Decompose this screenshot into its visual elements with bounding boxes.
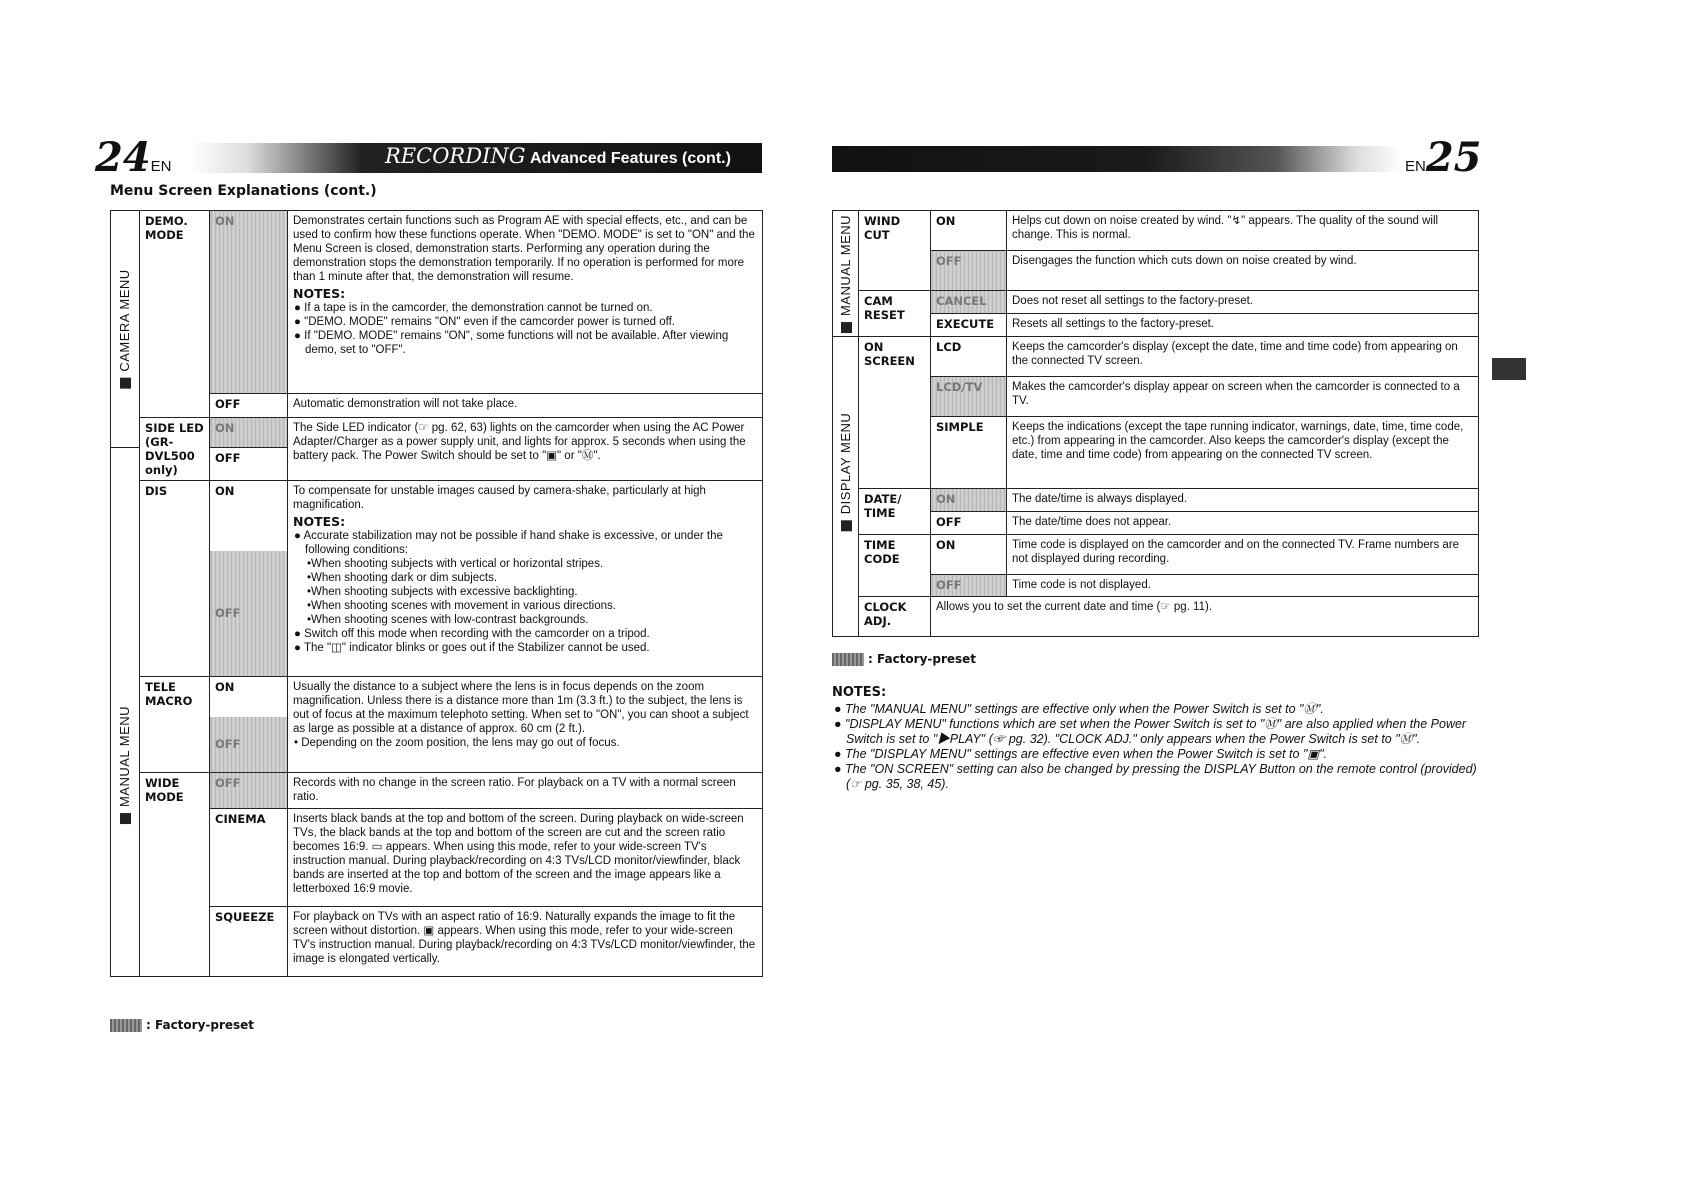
timecode-on-description: Time code is displayed on the camcorder and on the connected TV. Frame numbers are not displayed during recording.	[1007, 535, 1479, 575]
setting-on: ON	[210, 418, 288, 448]
setting-on: ON	[210, 481, 288, 551]
note-text: Switch off this mode when recording with the camcorder on a tripod.	[304, 628, 650, 640]
condition-item: •When shooting scenes with movement in various directions.	[307, 600, 616, 612]
factory-preset-swatch	[832, 653, 864, 666]
demo-off-description: Automatic demonstration will not take place.	[288, 394, 763, 418]
group-camera-menu	[111, 211, 140, 448]
description-text: To compensate for unstable images caused by camera-shake, particularly at high magnification.	[293, 485, 706, 511]
setting-on: ON	[931, 211, 1007, 251]
setting-execute: EXECUTE	[931, 314, 1007, 337]
condition-item: •When shooting subjects with excessive backlighting.	[307, 586, 578, 598]
cam-execute-description: Resets all settings to the factory-preset.	[1007, 314, 1479, 337]
header-title: RECORDING	[385, 144, 526, 168]
date-on-description: The date/time is always displayed.	[1007, 489, 1479, 512]
item-dis: DIS	[140, 481, 210, 677]
note-item: ● Switch off this mode when recording with the camcorder on a tripod.	[294, 628, 650, 640]
wind-off-description: Disengages the function which cuts down on noise created by wind.	[1007, 251, 1479, 291]
note-item: ● The "ON SCREEN" setting can also be changed by pressing the DISPLAY Button on the remote control (provided) (☞ pg. 35, 38, 45).	[834, 762, 1477, 791]
clock-description: Allows you to set the current date and time (☞ pg. 11).	[931, 597, 1479, 637]
setting-off: OFF	[210, 773, 288, 809]
group-manual-menu	[111, 448, 140, 977]
wide-off-description: Records with no change in the screen ratio. For playback on a TV with a normal screen ratio.	[288, 773, 763, 809]
setting-squeeze: SQUEEZE	[210, 907, 288, 977]
setting-off: OFF	[931, 251, 1007, 291]
note-text: If a tape is in the camcorder, the demonstration cannot be turned on.	[304, 302, 653, 314]
condition-text: When shooting scenes with movement in various directions.	[311, 600, 616, 612]
page-suffix: EN	[150, 158, 172, 175]
setting-on: ON	[210, 677, 288, 717]
item-on-screen: ON SCREEN	[859, 337, 931, 489]
left-menu-table	[110, 210, 763, 977]
note-text: The "◫" indicator blinks or goes out if the Stabilizer cannot be used.	[303, 642, 650, 654]
demo-description	[288, 211, 763, 394]
section-title: Menu Screen Explanations (cont.)	[110, 183, 377, 199]
manual-mode-icon	[841, 322, 852, 333]
group-label: CAMERA MENU	[117, 269, 132, 372]
notes-heading: NOTES:	[293, 514, 346, 529]
note-item: ● Accurate stabilization may not be possible if hand shake is excessive, or under the following conditions:	[294, 530, 723, 556]
note-text: Accurate stabilization may not be possible if hand shake is excessive, or under the following conditions:	[303, 530, 723, 556]
note-item: ● If "DEMO. MODE" remains "ON", some functions will not be available. After viewing demo, set to "OFF".	[294, 330, 729, 356]
note-item: • Depending on the zoom position, the lens may go out of focus.	[294, 737, 620, 749]
setting-lcd-tv: LCD/TV	[931, 377, 1007, 417]
right-menu-table	[832, 210, 1479, 637]
notes-heading: NOTES:	[832, 685, 887, 700]
group-display-menu	[833, 337, 859, 637]
cam-cancel-description: Does not reset all settings to the factory-preset.	[1007, 291, 1479, 314]
item-demo-mode: DEMO. MODE	[140, 211, 210, 418]
legend-text: : Factory-preset	[868, 652, 977, 666]
page-prefix: EN	[1405, 158, 1426, 175]
condition-text: When shooting dark or dim subjects.	[311, 572, 498, 584]
header-subtitle: Advanced Features (cont.)	[529, 150, 731, 167]
description-text: Usually the distance to a subject where the lens is in focus depends on the zoom magnification. Unless there is a distance more than 1m (3.3 ft.) to the subject, the lens is out of focus at the maximum telephoto setting. When set to "ON", you can shoot a subject as large as possible at a distance of approx. 60 cm (2 ft.).	[293, 681, 749, 735]
lcd-tv-description: Makes the camcorder's display appear on screen when the camcorder is connected to a TV.	[1007, 377, 1479, 417]
lcd-description: Keeps the camcorder's display (except the date, time and time code) from appearing on the connected TV screen.	[1007, 337, 1479, 377]
note-text: The "MANUAL MENU" settings are effective only when the Power Switch is set to "Ⓜ".	[845, 702, 1324, 716]
note-text: If "DEMO. MODE" remains "ON", some functions will not be available. After viewing demo, set to "OFF".	[304, 330, 729, 356]
legend-text: : Factory-preset	[146, 1018, 255, 1032]
wind-on-description: Helps cut down on noise created by wind. "↯" appears. The quality of the sound will change. This is normal.	[1007, 211, 1479, 251]
setting-on: ON	[210, 211, 288, 394]
dis-description	[288, 481, 763, 677]
note-text: "DISPLAY MENU" functions which are set when the Power Switch is set to "Ⓜ" are also applied when the Power Switch is set to "▶PLAY" (☞ pg. 32). "CLOCK ADJ." only appears when the Power Switch is set to "Ⓜ".	[845, 717, 1467, 746]
note-item: ● The "DISPLAY MENU" settings are effective even when the Power Switch is set to "▣".	[834, 747, 1328, 761]
setting-on: ON	[931, 535, 1007, 575]
description-text: Demonstrates certain functions such as Program AE with special effects, etc., and can be used to confirm how these functions operate. When "DEMO. MODE" is set to "ON" and the Menu Screen is closed, demonstration starts. Performing any operation during the demonstration stops the demonstration temporarily. If no operation is performed for more than 1 minute after that, the demonstration will resume.	[293, 215, 755, 283]
group-label: MANUAL MENU	[837, 214, 853, 316]
item-clock-adj: CLOCK ADJ.	[859, 597, 931, 637]
condition-text: When shooting subjects with excessive backlighting.	[311, 586, 578, 598]
camera-mode-icon	[120, 378, 131, 389]
display-mode-icon	[841, 520, 852, 531]
wide-squeeze-description: For playback on TVs with an aspect ratio of 16:9. Naturally expands the image to fit the screen without distortion. ▣ appears. When using this mode, refer to your wide-screen TV's instruction manual. During playback/recording on 4:3 TVs/LCD monitor/viewfinder, the image is elongated vertically.	[288, 907, 763, 977]
item-time-code: TIME CODE	[859, 535, 931, 597]
setting-off: OFF	[931, 575, 1007, 597]
right-notes	[832, 682, 1492, 792]
note-item: ● The "◫" indicator blinks or goes out if the Stabilizer cannot be used.	[294, 642, 650, 654]
item-tele-macro: TELE MACRO	[140, 677, 210, 773]
condition-item: •When shooting subjects with vertical or horizontal stripes.	[307, 558, 604, 570]
note-item: ● "DISPLAY MENU" functions which are set when the Power Switch is set to "Ⓜ" are also applied when the Power Switch is set to "▶PLAY" (☞ pg. 32). "CLOCK ADJ." only appears when the Power Switch is set to "Ⓜ".	[834, 717, 1467, 746]
note-item: ● If a tape is in the camcorder, the demonstration cannot be turned on.	[294, 302, 653, 314]
right-legend	[832, 652, 976, 666]
right-header-bar	[832, 146, 1402, 172]
page-number-text: 24	[95, 134, 151, 181]
date-off-description: The date/time does not appear.	[1007, 512, 1479, 535]
group-label: DISPLAY MENU	[837, 412, 853, 514]
right-page-number	[1405, 134, 1482, 187]
setting-lcd: LCD	[931, 337, 1007, 377]
note-text: The "ON SCREEN" setting can also be changed by pressing the DISPLAY Button on the remote control (provided) (☞ pg. 35, 38, 45).	[845, 762, 1477, 791]
setting-off: OFF	[210, 717, 288, 773]
setting-off: OFF	[210, 448, 288, 481]
left-page-number	[95, 134, 172, 187]
group-manual-menu	[833, 211, 859, 337]
note-text: Depending on the zoom position, the lens may go out of focus.	[301, 737, 620, 749]
manual-mode-icon	[120, 813, 131, 824]
setting-cancel: CANCEL	[931, 291, 1007, 314]
factory-preset-swatch	[110, 1019, 142, 1032]
condition-item: •When shooting dark or dim subjects.	[307, 572, 498, 584]
item-cam-reset: CAM RESET	[859, 291, 931, 337]
tele-macro-description	[288, 677, 763, 773]
setting-off: OFF	[210, 394, 288, 418]
item-wind-cut: WIND CUT	[859, 211, 931, 291]
item-wide-mode: WIDE MODE	[140, 773, 210, 977]
note-text: The "DISPLAY MENU" settings are effective even when the Power Switch is set to "▣".	[845, 747, 1328, 761]
left-header-title	[385, 144, 731, 168]
note-item: ● "DEMO. MODE" remains "ON" even if the camcorder power is turned off.	[294, 316, 675, 328]
setting-cinema: CINEMA	[210, 809, 288, 907]
timecode-off-description: Time code is not displayed.	[1007, 575, 1479, 597]
condition-item: •When shooting scenes with low-contrast backgrounds.	[307, 614, 589, 626]
side-led-description: The Side LED indicator (☞ pg. 62, 63) lights on the camcorder when using the AC Power Adapter/Charger as a power supply unit, and lights for approx. 5 seconds when using the battery pack. The Power Switch should be set to "▣" or "Ⓜ".	[288, 418, 763, 481]
condition-text: When shooting scenes with low-contrast backgrounds.	[311, 614, 589, 626]
wide-cinema-description: Inserts black bands at the top and bottom of the screen. During playback on wide-screen TVs, the black bands at the top and bottom of the screen are cut and the screen ratio becomes 16:9. ▭ appears. When using this mode, refer to your wide-screen TV's instruction manual. During playback/recording on 4:3 TVs/LCD monitor/viewfinder, black bands are inserted at the top and bottom of the screen and the image appears like a letterboxed 16:9 movie.	[288, 809, 763, 907]
left-legend	[110, 1018, 254, 1032]
note-text: "DEMO. MODE" remains "ON" even if the camcorder power is turned off.	[304, 316, 675, 328]
page-number-text: 25	[1425, 134, 1482, 181]
group-label: MANUAL MENU	[117, 705, 132, 807]
setting-on: ON	[931, 489, 1007, 512]
notes-heading: NOTES:	[293, 286, 346, 301]
setting-simple: SIMPLE	[931, 417, 1007, 489]
condition-text: When shooting subjects with vertical or horizontal stripes.	[311, 558, 604, 570]
item-date-time: DATE/ TIME	[859, 489, 931, 535]
page-edge-tab	[1492, 358, 1526, 380]
setting-off: OFF	[931, 512, 1007, 535]
simple-description: Keeps the indications (except the tape running indicator, warnings, date, time, time code, etc.) from appearing in the camcorder. Also keeps the camcorder's display (except the date, time and time code) from appearing on the connected TV screen.	[1007, 417, 1479, 489]
note-item: ● The "MANUAL MENU" settings are effective only when the Power Switch is set to "Ⓜ".	[834, 702, 1324, 716]
setting-off: OFF	[210, 551, 288, 677]
item-side-led: SIDE LED (GR-DVL500 only)	[140, 418, 210, 481]
